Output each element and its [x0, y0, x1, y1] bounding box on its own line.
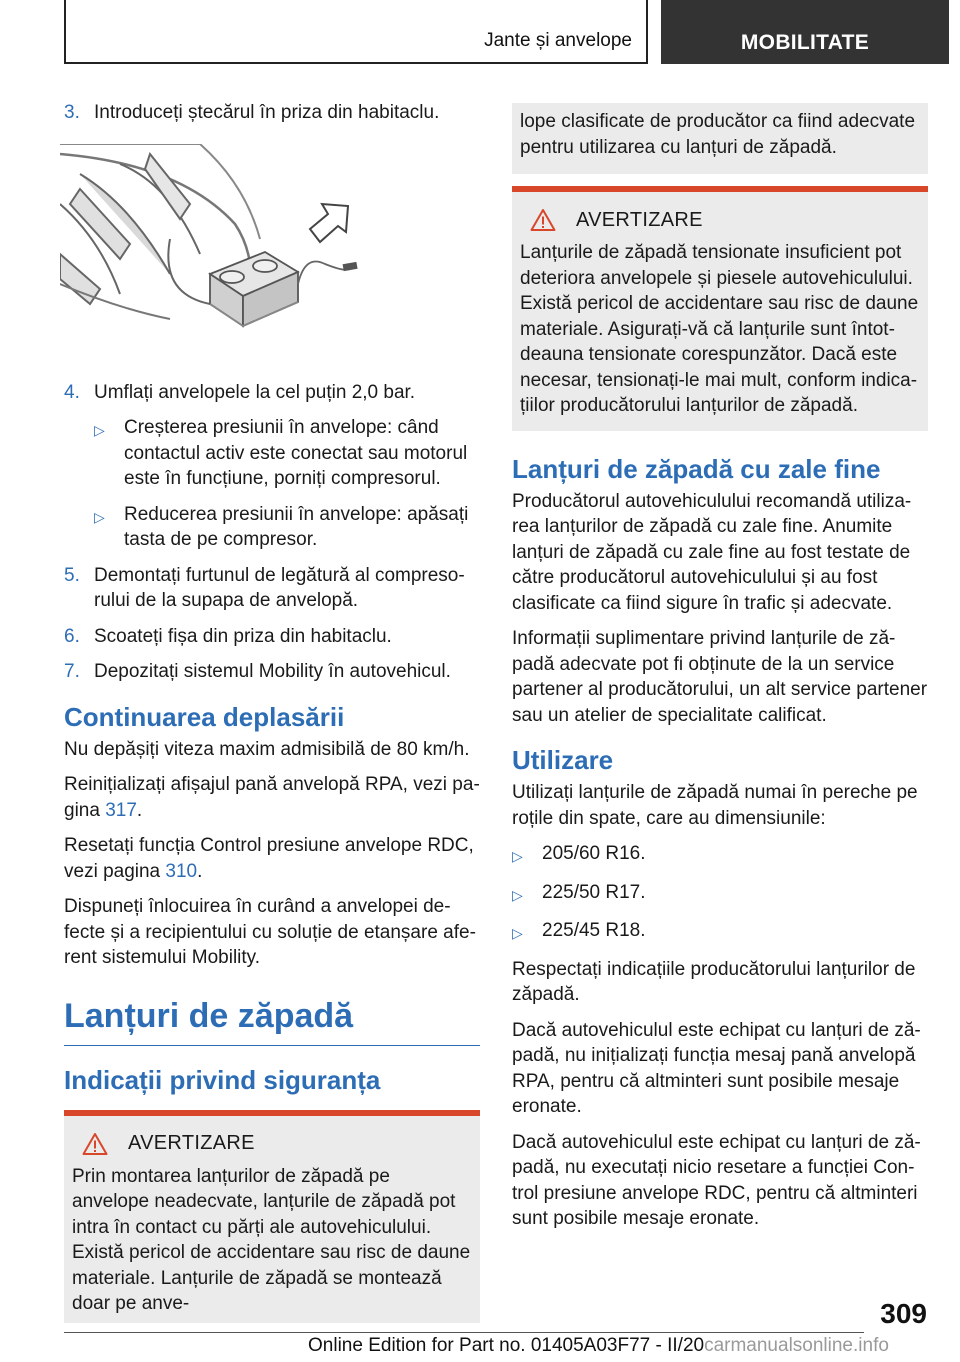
tire-size: 225/50 R17.	[542, 881, 646, 903]
use-paragraph: Dacă autovehiculul este echipat cu lanțuri de zăpadă, nu executați nicio resetare a funcției Control presiune anvelope RDC, pentru că altminteri sunt posibile mesaje eronate.	[512, 1131, 921, 1229]
step-4	[64, 380, 480, 406]
step-text: Umflați anvelopele la cel puțin 2,0 bar.	[94, 381, 416, 403]
list-item-text: Reducerea presiunii în anvelope: apăsați tasta de pe compresor.	[124, 503, 469, 550]
step-7	[64, 659, 480, 685]
triangle-right-icon: ▷	[512, 886, 523, 903]
continue-paragraph: Resetați funcția Control presiune anvelope RDC, vezi pagina 310.	[64, 835, 474, 882]
step-text: Scoateți fișa din priza din habitaclu.	[94, 625, 392, 647]
tire-size: 205/60 R16.	[542, 843, 646, 864]
warning-text: Lanțurile de zăpadă tensionate insuficient pot deteriora anvelopele și piesele autovehiculului. Există pericol de accidentare sau risc de daune materiale. Asigurați-vă că lanțurile sunt întotdeauna tensionate corespunzător. Dacă este necesar, tensionați-le mai mult, conform indicațiilor producătorului lanțurilor de zăpadă.	[520, 242, 919, 416]
step-number: 4.	[64, 381, 80, 403]
list-item-text: Creșterea presiunii în anvelope: când contactul activ este conectat sau motorul este în funcțiune, porniți compresorul.	[124, 417, 468, 489]
use-paragraph: Respectați indicațiile producătorului lanțurilor de zăpadă.	[512, 958, 916, 1005]
triangle-right-icon: ▷	[512, 848, 523, 864]
triangle-right-icon: ▷	[512, 925, 523, 941]
step-number: 3.	[64, 102, 80, 123]
warning-box-continued	[512, 103, 928, 174]
step-text: Depozitați sistemul Mobility în autovehicul.	[94, 661, 451, 682]
page-number: 309	[880, 1298, 927, 1329]
step-number: 7.	[64, 661, 80, 682]
step-3	[64, 100, 480, 126]
step-number: 6.	[64, 625, 80, 647]
warning-text: lope clasificate de producător ca fiind adecvate pentru utilizarea cu lanțuri de zăpadă.	[520, 111, 916, 158]
header-chapter-label: MOBILITATE	[740, 31, 870, 54]
continue-paragraph: Nu depășiți viteza maxim admisibilă de 80 km/h.	[64, 738, 470, 760]
step-number: 5.	[64, 564, 80, 586]
compressor-illustration	[60, 144, 476, 349]
fine-chains-heading: Lanțuri de zăpadă cu zale fine	[512, 453, 881, 484]
warning-box	[512, 186, 928, 431]
list-item	[512, 918, 928, 947]
step-6	[64, 624, 480, 650]
triangle-right-icon: ▷	[94, 508, 105, 525]
left-column	[64, 100, 480, 1323]
warning-box	[64, 1110, 480, 1323]
use-paragraph: Utilizați lanțurile de zăpadă numai în pereche pe roțile din spate, care au dimensiunile:	[512, 782, 918, 829]
warning-text: Prin montarea lanțurilor de zăpadă pe anvelope neadecvate, lanțurile de zăpadă pot intra în contact cu părți ale autovehiculului. Există pericol de accidentare sau risc de daune materiale. Lanțurile de zăpadă se montează doar pe anve-	[72, 1165, 471, 1314]
page-link-317[interactable]: 317	[105, 799, 137, 821]
warning-title: AVERTIZARE	[72, 1132, 472, 1156]
header-section-title: Jante și anvelope	[484, 30, 632, 51]
fine-chains-paragraph: Producătorul autovehiculului recomandă utilizarea lanțurilor de zăpadă cu zale fine. Anumite lanțuri de zăpadă cu zale fine au fost testate de către producătorul autovehiculului și au fost clasificate ca fiind sigure în trafic și adecvate.	[512, 490, 912, 614]
use-paragraph: Dacă autovehiculul este echipat cu lanțuri de zăpadă, nu inițializați funcția mesaj pană anvelopă RPA, pentru că altminteri sunt posibile mesaje eronate.	[512, 1019, 921, 1117]
watermark-logo: carmanualsonline.info	[704, 1335, 889, 1356]
list-item	[512, 841, 928, 870]
header-frame	[64, 0, 648, 64]
footer-divider	[64, 1332, 864, 1333]
footer-edition: Online Edition for Part no. 01405A03F77 - II/20carmanualsonline.info	[308, 1335, 889, 1356]
continue-paragraph: Dispuneți înlocuirea în curând a anvelopei defecte și a recipientului cu soluție de etanșare aferent sistemului Mobility.	[64, 896, 476, 968]
list-item	[512, 880, 928, 909]
header-chapter-tab	[661, 0, 949, 64]
use-heading: Utilizare	[512, 745, 614, 775]
continue-paragraph: Reinițializați afișajul pană anvelopă RPA, vezi pagina 317.	[64, 774, 480, 821]
warning-triangle-icon	[530, 208, 556, 232]
step-text: Introduceți ștecărul în priza din habitaclu.	[94, 102, 440, 123]
tire-size: 225/45 R18.	[542, 920, 646, 941]
page-link-310[interactable]: 310	[165, 860, 198, 882]
warning-title: AVERTIZARE	[520, 208, 920, 232]
triangle-right-icon: ▷	[94, 422, 105, 438]
safety-heading: Indicații privind siguranța	[64, 1064, 381, 1095]
fine-chains-paragraph: Informații suplimentare privind lanțurile de zăpadă adecvate pot fi obținute de la un service partener al producătorului, un alt service partener sau un atelier de specialitate calificat.	[512, 628, 928, 726]
step-5	[64, 563, 480, 614]
warning-triangle-icon	[82, 1132, 108, 1156]
right-column	[512, 103, 928, 1242]
list-item	[64, 502, 480, 553]
step-text: Demontați furtunul de legătură al compresorului de la supapa de anvelopă.	[94, 564, 465, 611]
chains-title: Lanțuri de zăpadă	[64, 993, 480, 1046]
continue-heading: Continuarea deplasării	[64, 701, 345, 732]
list-item	[64, 415, 480, 492]
